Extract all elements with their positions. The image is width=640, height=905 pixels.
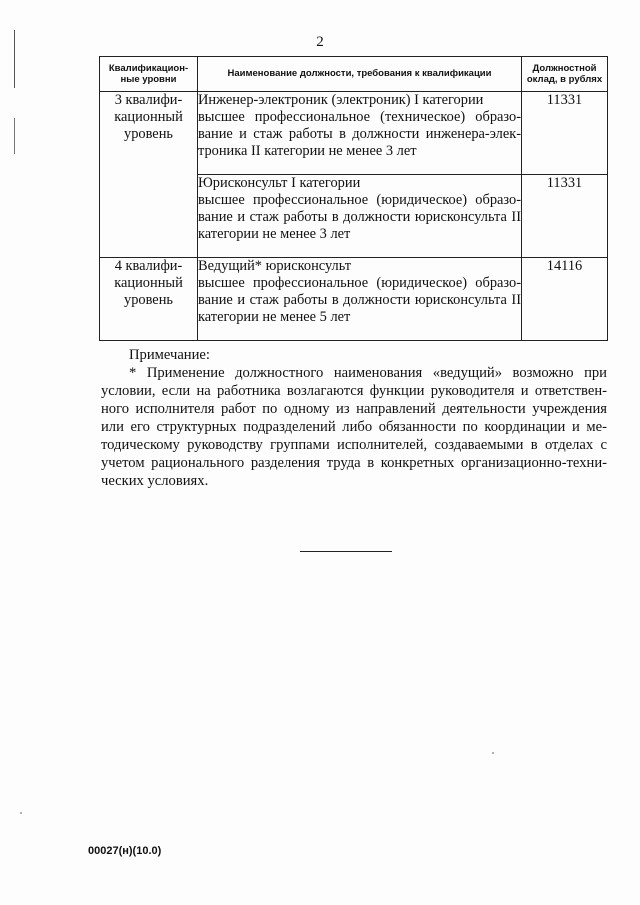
- table-header-row: [100, 57, 608, 92]
- position-cell: [198, 258, 522, 341]
- footnote: [101, 346, 607, 490]
- position-requirements: высшее профессиональное (юридическое) образо-вание и стаж работы в должности юрисконсульта II категории не менее 3 лет: [198, 192, 521, 242]
- header-salary: Должностной оклад, в рублях: [522, 57, 608, 92]
- salary-value: 11331: [522, 92, 608, 175]
- scan-speck: [492, 752, 494, 754]
- header-levels: Квалификацион-ные уровни: [100, 57, 198, 92]
- qualification-level: 3 квалифи-кационный уровень: [100, 92, 198, 258]
- position-title: Ведущий* юрисконсульт: [198, 258, 352, 274]
- table-row: [100, 258, 608, 341]
- page-number: 2: [316, 34, 324, 50]
- position-cell: [198, 92, 522, 175]
- table-row: [100, 92, 608, 175]
- salary-value: 14116: [522, 258, 608, 341]
- position-requirements: высшее профессиональное (юридическое) образо-вание и стаж работы в должности юрисконсульта II категории не менее 5 лет: [198, 275, 521, 325]
- scan-speck: [20, 812, 22, 814]
- qualification-level: 4 квалифи-кационный уровень: [100, 258, 198, 341]
- position-requirements: высшее профессиональное (техническое) образо-вание и стаж работы в должности инженера-элек-троника II категории не менее 3 лет: [198, 109, 521, 159]
- position-title: Юрисконсульт I категории: [198, 175, 361, 191]
- position-cell: [198, 175, 522, 258]
- footnote-title: Примечание:: [129, 347, 210, 363]
- separator-line: [300, 551, 392, 552]
- document-code: 00027(н)(10.0): [88, 845, 162, 857]
- salary-value: 11331: [522, 175, 608, 258]
- position-title: Инженер-электроник (электроник) I категории: [198, 92, 484, 108]
- qualification-table: [99, 56, 608, 341]
- scan-margin-mark: [14, 118, 15, 154]
- footnote-text: * Применение должностного наименования «ведущий» возможно при условии, если на работника возлагаются функции руководителя и ответствен-ного исполнителя работ по одному из направлений деятельности учреждения или его структурных подразделений либо обязанности по координации и ме-тодическому руководству группами исполнителей, создаваемыми в отделах с учетом рационального разделения труда в конкретных организационно-техни-ческих условиях.: [101, 365, 607, 489]
- header-position: Наименование должности, требования к квалификации: [198, 57, 522, 92]
